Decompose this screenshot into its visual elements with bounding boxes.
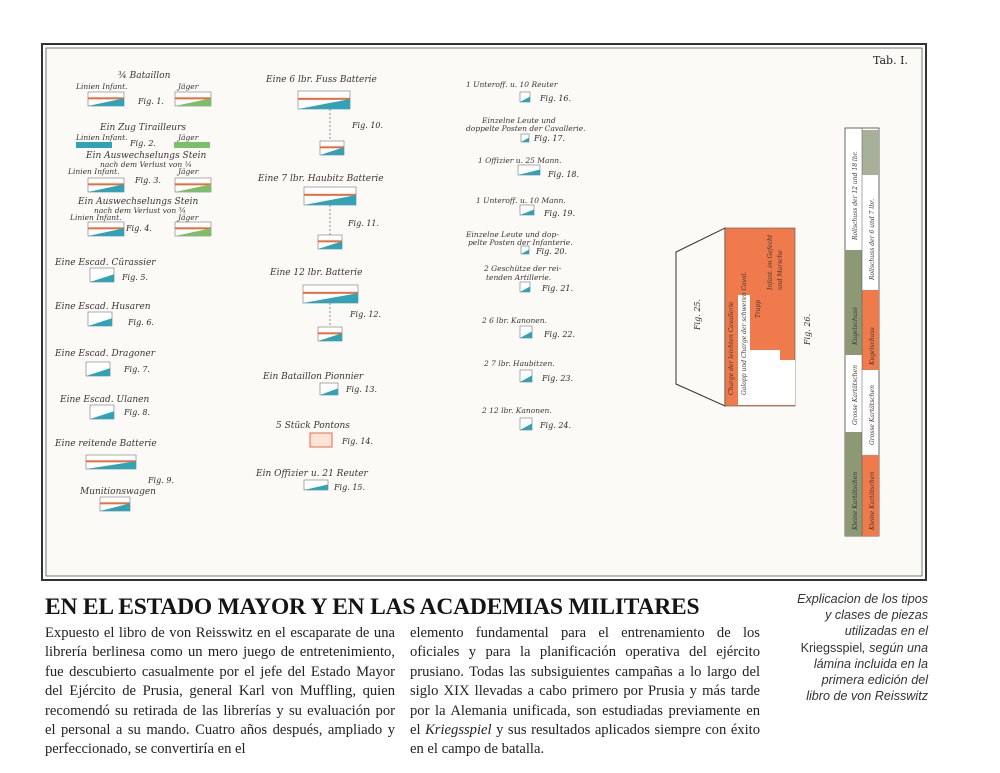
fig-label: Fig. 6. — [128, 318, 154, 327]
plate-label: Eine 12 lbr. Batterie — [270, 268, 363, 278]
tab-label: Tab. I. — [873, 54, 908, 67]
fig-label: Fig. 3. — [135, 176, 161, 185]
fig-label: Fig. 19. — [544, 209, 576, 218]
game-piece — [310, 433, 332, 447]
piece-stripe — [175, 183, 211, 185]
fig26-row: Grosse Kartätschen — [852, 365, 859, 425]
piece-stripe — [88, 97, 124, 99]
plate-label: Eine Escad. Husaren — [55, 302, 151, 312]
piece-stripe — [88, 227, 124, 229]
fig-label: Fig. 26. — [803, 313, 812, 345]
plate-label: Ein Bataillon Pionnier — [263, 372, 364, 382]
plate-label: ¾ Bataillon — [118, 71, 171, 81]
plate-label: Linien Infant. — [76, 82, 128, 91]
fig-label: Fig. 10. — [352, 121, 384, 130]
piece-stripe — [298, 98, 350, 100]
piece-stripe — [88, 183, 124, 185]
piece-stripe — [86, 460, 136, 462]
plate-label: 1 Unteroff. u. 10 Reuter — [466, 80, 558, 89]
fig-label: Fig. 23. — [542, 374, 574, 383]
game-piece — [76, 142, 112, 148]
piece-stripe — [175, 227, 211, 229]
plate-label: 5 Stück Pontons — [276, 421, 350, 431]
article-column-1: Expuesto el libro de von Reisswitz en el escaparate de una librería berlinesa como un mero juego de entretenimiento, fue descubierto casualmente por el jefe del Estado Mayor del Ejército de Prusia, general Karl von Muffling, quien recomendó su retirada de las librerías y su evaluación por el personal a su mando. Cuatro años después, ampliado y perfeccionado, se convertiría en el — [45, 625, 395, 758]
fig-label: Fig. 16. — [540, 94, 572, 103]
fig26-zone — [862, 130, 879, 175]
fig26-row: Kleine Kartätschen — [869, 471, 876, 530]
plate-label: nach dem Verlust von ¾ — [94, 206, 186, 215]
plate-label: Ein Offizier u. 21 Reuter — [256, 469, 368, 479]
plate-label: 2 Geschütze der rei- — [484, 264, 562, 273]
article-text: elemento fundamental para el entrenamiento de los oficiales y para la planificación operativa del ejército prusiano. Todas las subsiguientes campañas a lo largo del siglo XIX llevadas a cabo primero por Prusia y más tarde por la Alemania unificada, son estudiadas previamente en el — [410, 625, 760, 739]
piece-stripe — [318, 240, 342, 242]
fig-label: Fig. 8. — [124, 408, 150, 417]
plate-label: Jäger — [178, 133, 199, 142]
fig-label: Fig. 11. — [348, 219, 380, 228]
article-text: y sus resultados aplicados siempre con éxito en el campo de batalla. — [410, 722, 760, 758]
fig26-row: Kugelschuss — [869, 327, 876, 365]
plate-label: Linien Infant. — [70, 213, 122, 222]
fig-label: Fig. 5. — [122, 273, 148, 282]
plate-label: Einzelne Leute und — [482, 116, 556, 125]
fig26-row: Rollschuss der 6 und 7 lbr. — [869, 198, 876, 280]
plate-label: pelte Posten der Infanterie. — [468, 238, 573, 247]
fig-label: Fig. 20. — [536, 247, 568, 256]
plate-label: Jäger — [178, 213, 199, 222]
fig-label: Fig. 1. — [138, 97, 164, 106]
fig-label: Fig. 12. — [350, 310, 382, 319]
fig-label: Fig. 17. — [534, 134, 566, 143]
image-caption — [796, 591, 928, 704]
fig25-row: Charge der leichten Cavallerie — [728, 301, 735, 395]
plate-label: 1 Offizier u. 25 Mann. — [478, 156, 562, 165]
fig26-row: Kugelschuss — [852, 307, 859, 345]
plate-label: tenden Artillerie. — [486, 273, 552, 282]
piece-stripe — [303, 292, 358, 294]
piece-stripe — [175, 97, 211, 99]
fig-label: Fig. 25. — [693, 298, 702, 330]
plate-label: Ein Auswechselungs Stein — [78, 197, 199, 207]
plate-label: Eine reitende Batterie — [55, 439, 157, 449]
fig-label: Fig. 13. — [346, 385, 378, 394]
fig-label: Fig. 9. — [148, 476, 174, 485]
fig25-row: Infant. im Gefecht — [767, 234, 774, 290]
fig25-zone — [750, 350, 780, 405]
plate-label: Eine 7 lbr. Haubitz Batterie — [258, 174, 384, 184]
game-piece — [174, 142, 210, 148]
fig-label: Fig. 24. — [540, 421, 572, 430]
plate-label: Einzelne Leute und dop- — [466, 230, 559, 239]
fig26-row: Grosse Kartätschen — [869, 385, 876, 445]
fig26-row: Kleine Kartätschen — [852, 471, 859, 530]
plate-label: Munitionswagen — [80, 487, 156, 497]
plate-label: Linien Infant. — [76, 133, 128, 142]
article-emphasis: Kriegsspiel — [425, 722, 492, 739]
plate-label: Linien Infant. — [68, 167, 120, 176]
piece-stripe — [318, 332, 342, 334]
fig26-row: Rollschuss der 12 und 18 lbr. — [852, 151, 859, 240]
plate-label: 1 Unteroff. u. 10 Mann. — [476, 196, 566, 205]
fig-label: Fig. 21. — [542, 284, 574, 293]
piece-stripe — [304, 194, 356, 196]
fig25-row: Galopp und Charge der schweren Caval. — [741, 271, 748, 395]
fig25-row: und Marsche — [777, 250, 784, 290]
caption-text: , según una lámina incluida en la primera edición del libro de von Reisswitz — [806, 640, 928, 704]
fig-label: Fig. 22. — [544, 330, 576, 339]
caption-text: Explicacion de los tipos y clases de piezas utilizadas en el — [797, 592, 928, 639]
fig-label: Fig. 4. — [126, 224, 152, 233]
fig-label: Fig. 7. — [124, 365, 150, 374]
fig25-row: Trapp — [755, 299, 762, 318]
plate-label: nach dem Verlust von ¼ — [100, 160, 192, 169]
article-headline: EN EL ESTADO MAYOR Y EN LAS ACADEMIAS MILITARES — [45, 594, 700, 620]
fig25-zone — [780, 360, 795, 405]
plate-label: Jäger — [178, 82, 199, 91]
fig-label: Fig. 2. — [130, 139, 156, 148]
plate-label: 2 6 lbr. Kanonen. — [482, 316, 547, 325]
fig-label: Fig. 15. — [334, 483, 366, 492]
plate-label: Eine 6 lbr. Fuss Batterie — [266, 75, 377, 85]
article-column-2 — [410, 624, 760, 760]
plate-label: Eine Escad. Dragoner — [55, 349, 155, 359]
plate-label: doppelte Posten der Cavallerie. — [466, 124, 586, 133]
fig-label: Fig. 14. — [342, 437, 374, 446]
plate-label: Eine Escad. Ulanen — [60, 395, 150, 405]
plate-label: 2 12 lbr. Kanonen. — [482, 406, 552, 415]
piece-stripe — [320, 146, 344, 148]
piece-stripe — [100, 502, 130, 504]
caption-term: Kriegsspiel — [800, 640, 863, 655]
plate-label: Ein Zug Tirailleurs — [100, 123, 187, 133]
plate-label: Jäger — [178, 167, 199, 176]
fig-label: Fig. 18. — [548, 170, 580, 179]
plate-label: 2 7 lbr. Haubitzen. — [484, 359, 555, 368]
plate-label: Ein Auswechselungs Stein — [86, 151, 207, 161]
plate-label: Eine Escad. Cürassier — [55, 258, 156, 268]
